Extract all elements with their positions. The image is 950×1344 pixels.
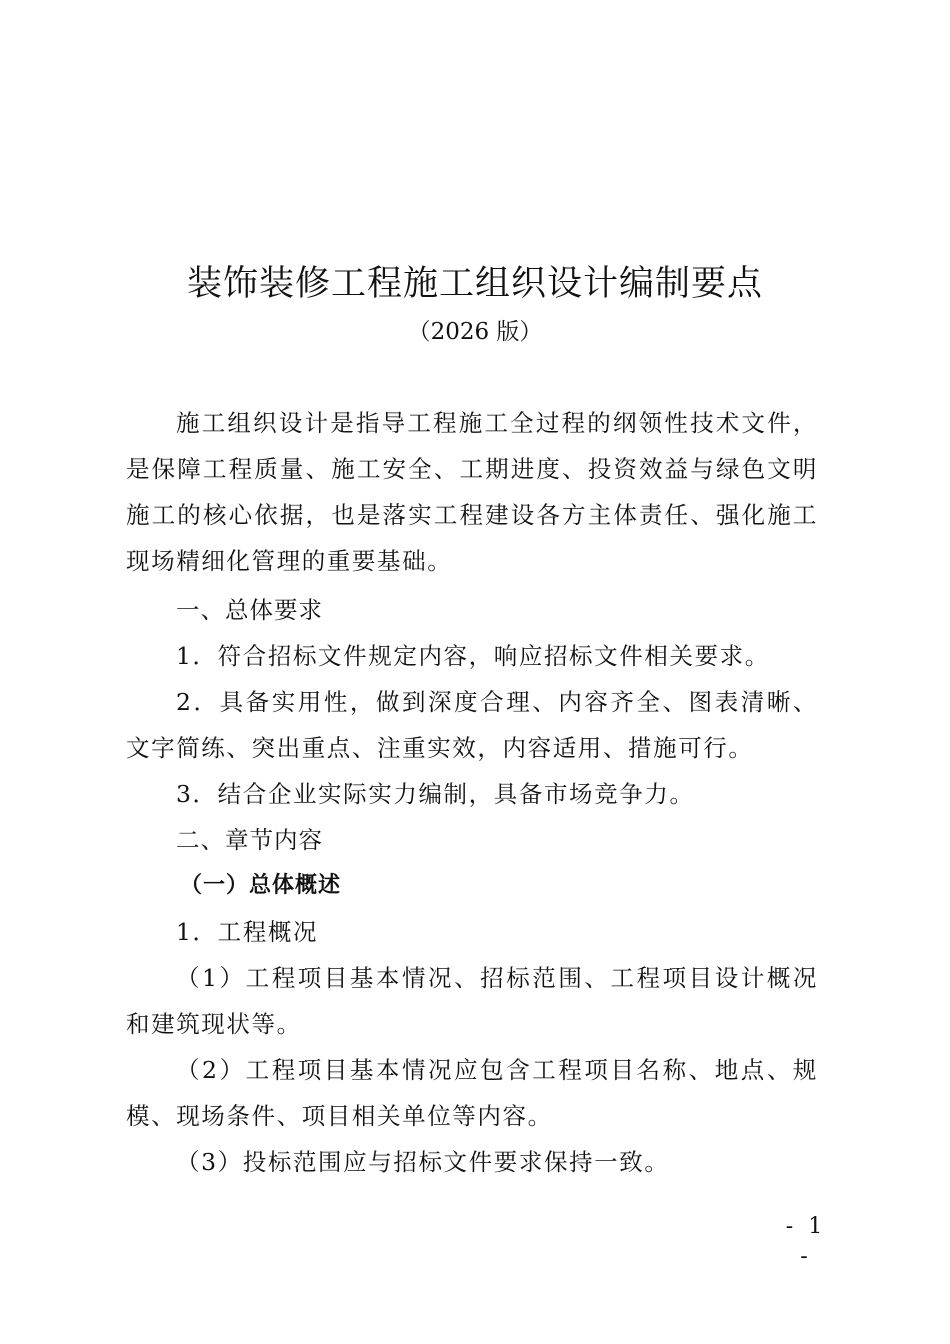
section-heading-chapter-content: 二、章节内容 <box>176 826 323 854</box>
overview-paragraph-3: （3）投标范围应与招标文件要求保持一致。 <box>176 1148 670 1176</box>
requirement-item-1: 1．符合招标文件规定内容，响应招标文件相关要求。 <box>176 642 770 670</box>
overview-paragraph-2: （2）工程项目基本情况应包含工程项目名称、地点、规模、现场条件、项目相关单位等内容。 <box>126 1056 818 1130</box>
overview-item-1: 1．工程概况 <box>176 918 319 946</box>
subsection-heading-overview: （一）总体概述 <box>180 873 342 898</box>
intro-paragraph: 施工组织设计是指导工程施工全过程的纲领性技术文件，是保障工程质量、施工安全、工期进度、投资效益与绿色文明施工的核心依据，也是落实工程建设各方主体责任、强化施工现场精细化管理的重要基础。 <box>126 409 818 575</box>
document-subtitle: （2026 版） <box>407 319 543 345</box>
section-heading-general-requirements: 一、总体要求 <box>176 596 323 624</box>
page-number: - 1 - <box>785 1214 827 1269</box>
document-title: 装饰装修工程施工组织设计编制要点 <box>186 264 763 304</box>
overview-paragraph-1: （1）工程项目基本情况、招标范围、工程项目设计概况和建筑现状等。 <box>126 964 818 1038</box>
requirement-item-3: 3．结合企业实际实力编制，具备市场竞争力。 <box>176 780 695 808</box>
requirement-item-2: 2．具备实用性，做到深度合理、内容齐全、图表清晰、文字简练、突出重点、注重实效，内容适用、措施可行。 <box>126 688 818 762</box>
